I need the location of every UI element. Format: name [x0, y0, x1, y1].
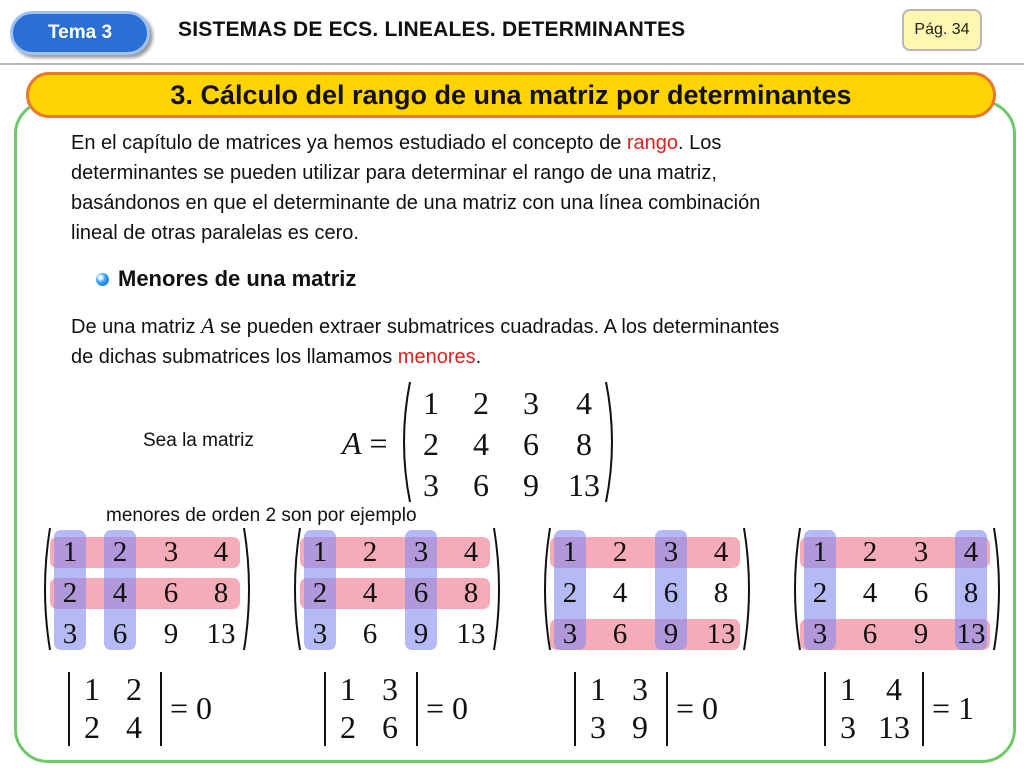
minor-cell: 4	[126, 709, 142, 745]
minors-text: se pueden extraer submatrices cuadradas. A los determinantes	[214, 316, 780, 338]
tema-badge[interactable]: Tema 3	[10, 11, 150, 55]
matrix-cell: 8	[463, 577, 479, 609]
intro-line-4: lineal de otras paralelas es cero.	[71, 222, 359, 244]
matrix-a-cell: 13	[568, 467, 600, 503]
matrix-cell: 2	[862, 536, 878, 568]
matrix-cell: 6	[163, 577, 179, 609]
matrix-a-cell: 2	[473, 385, 489, 421]
matrix-cell: 9	[663, 618, 679, 650]
header-title: SISTEMAS DE ECS. LINEALES. DETERMINANTES	[178, 18, 686, 41]
determinant-bar-right	[666, 672, 668, 746]
matrix-cell: 2	[112, 536, 128, 568]
minors-text: De una matriz	[71, 316, 202, 338]
minor-cell: 1	[340, 671, 356, 707]
matrix-a-cell: 4	[473, 426, 489, 462]
intro-line-1	[71, 128, 760, 158]
minor-cell: 13	[878, 709, 910, 745]
matrix-cell: 6	[663, 577, 679, 609]
matrix-cell: 2	[62, 577, 78, 609]
matrix-cell: 2	[812, 577, 828, 609]
matrix-cell: 8	[713, 577, 729, 609]
minor-cell: 2	[84, 709, 100, 745]
matrix-cell: 4	[463, 536, 479, 568]
matrix-cell: 6	[612, 618, 628, 650]
matrix-a-equals: =	[369, 425, 388, 461]
matrix-a-cell: 8	[576, 426, 592, 462]
matrix-cell: 3	[663, 536, 679, 568]
intro-text: . Los	[678, 132, 722, 154]
intro-text: En el capítulo de matrices ya hemos estudiado el concepto de	[71, 132, 627, 154]
matrix-cell: 3	[312, 618, 328, 650]
matrix-cell: 3	[562, 618, 578, 650]
example-label: menores de orden 2 son por ejemplo	[106, 505, 417, 526]
matrix-cell: 6	[862, 618, 878, 650]
matrix-cell: 1	[312, 536, 328, 568]
matrix-cell: 1	[62, 536, 78, 568]
determinant-bar-right	[416, 672, 418, 746]
matrix-a-cell: 3	[423, 467, 439, 503]
matrix-cell: 4	[963, 536, 979, 568]
minor-cell: 9	[632, 709, 648, 745]
rango-term: rango	[626, 132, 679, 154]
determinant-bar-right	[922, 672, 924, 746]
matrix-a-label	[342, 425, 388, 462]
matrix-cell: 3	[812, 618, 828, 650]
matrix-variable: A	[201, 313, 215, 338]
intro-line-2: determinantes se pueden utilizar para determinar el rango de una matriz,	[71, 162, 717, 184]
minor-cell: 3	[632, 671, 648, 707]
matrix-cell: 3	[413, 536, 429, 568]
matrix-a-cell: 9	[523, 467, 539, 503]
matrix-cell: 6	[413, 577, 429, 609]
intro-paragraph	[71, 128, 760, 248]
matrix-cell: 3	[62, 618, 78, 650]
minor-result: = 1	[932, 690, 975, 726]
minor-cell: 1	[590, 671, 606, 707]
page-number-badge: Pág. 34	[902, 9, 982, 51]
minor-result: = 0	[170, 690, 213, 726]
minor-cell: 2	[340, 709, 356, 745]
matrix-cell: 13	[456, 618, 486, 650]
sea-label: Sea la matriz	[143, 430, 254, 451]
matrix-cell: 4	[713, 536, 729, 568]
subheading	[96, 266, 356, 292]
subheading-text: Menores de una matriz	[118, 266, 357, 291]
bullet-icon	[96, 273, 109, 286]
matrix-cell: 4	[112, 577, 128, 609]
matrix-a-cell: 4	[576, 385, 592, 421]
matrix-cell: 9	[163, 618, 179, 650]
matrix-a-cell: 2	[423, 426, 439, 462]
matrix-cell: 3	[163, 536, 179, 568]
section-title: 3. Cálculo del rango de una matriz por determinantes	[26, 72, 996, 118]
matrix-cell: 6	[112, 618, 128, 650]
intro-line-3: basándonos en que el determinante de una matriz con una línea combinación	[71, 192, 761, 214]
matrix-cell: 2	[312, 577, 328, 609]
matrix-cell: 3	[913, 536, 929, 568]
minor-cell: 3	[840, 709, 856, 745]
minor-cell: 4	[886, 671, 902, 707]
matrix-cell: 4	[862, 577, 878, 609]
minor-cell: 3	[382, 671, 398, 707]
matrix-cell: 9	[913, 618, 929, 650]
minors-paragraph	[71, 311, 779, 372]
minor-cell: 3	[590, 709, 606, 745]
matrix-a-cell: 6	[523, 426, 539, 462]
matrix-cell: 13	[956, 618, 986, 650]
matrix-cell: 9	[413, 618, 429, 650]
header-divider	[0, 63, 1024, 65]
matrix-cell: 4	[213, 536, 229, 568]
matrix-cell: 8	[963, 577, 979, 609]
matrix-cell: 2	[362, 536, 378, 568]
matrix-a-name: A	[342, 425, 362, 461]
matrix-cell: 2	[562, 577, 578, 609]
matrix-cell: 4	[612, 577, 628, 609]
minors-line-2	[71, 342, 779, 372]
header-bar	[0, 0, 1024, 66]
minor-cell: 1	[840, 671, 856, 707]
minor-result: = 0	[676, 690, 719, 726]
minors-text: .	[475, 346, 482, 368]
minor-cell: 1	[84, 671, 100, 707]
matrix-cell: 6	[913, 577, 929, 609]
matrix-cell: 6	[362, 618, 378, 650]
matrix-cell: 13	[706, 618, 736, 650]
minor-cell: 2	[126, 671, 142, 707]
matrix-cell: 13	[206, 618, 236, 650]
minors-line-1	[71, 311, 779, 342]
minor-cell: 6	[382, 709, 398, 745]
menores-term: menores	[397, 346, 476, 368]
matrix-cell: 1	[812, 536, 828, 568]
matrix-a-cell: 3	[523, 385, 539, 421]
minors-text: de dichas submatrices los llamamos	[71, 346, 398, 368]
determinant-bar-right	[160, 672, 162, 746]
matrix-cell: 4	[362, 577, 378, 609]
matrix-cell: 2	[612, 536, 628, 568]
matrix-a-cell: 1	[423, 385, 439, 421]
matrix-cell: 8	[213, 577, 229, 609]
minor-result: = 0	[426, 690, 469, 726]
matrix-a-cell: 6	[473, 467, 489, 503]
matrix-cell: 1	[562, 536, 578, 568]
